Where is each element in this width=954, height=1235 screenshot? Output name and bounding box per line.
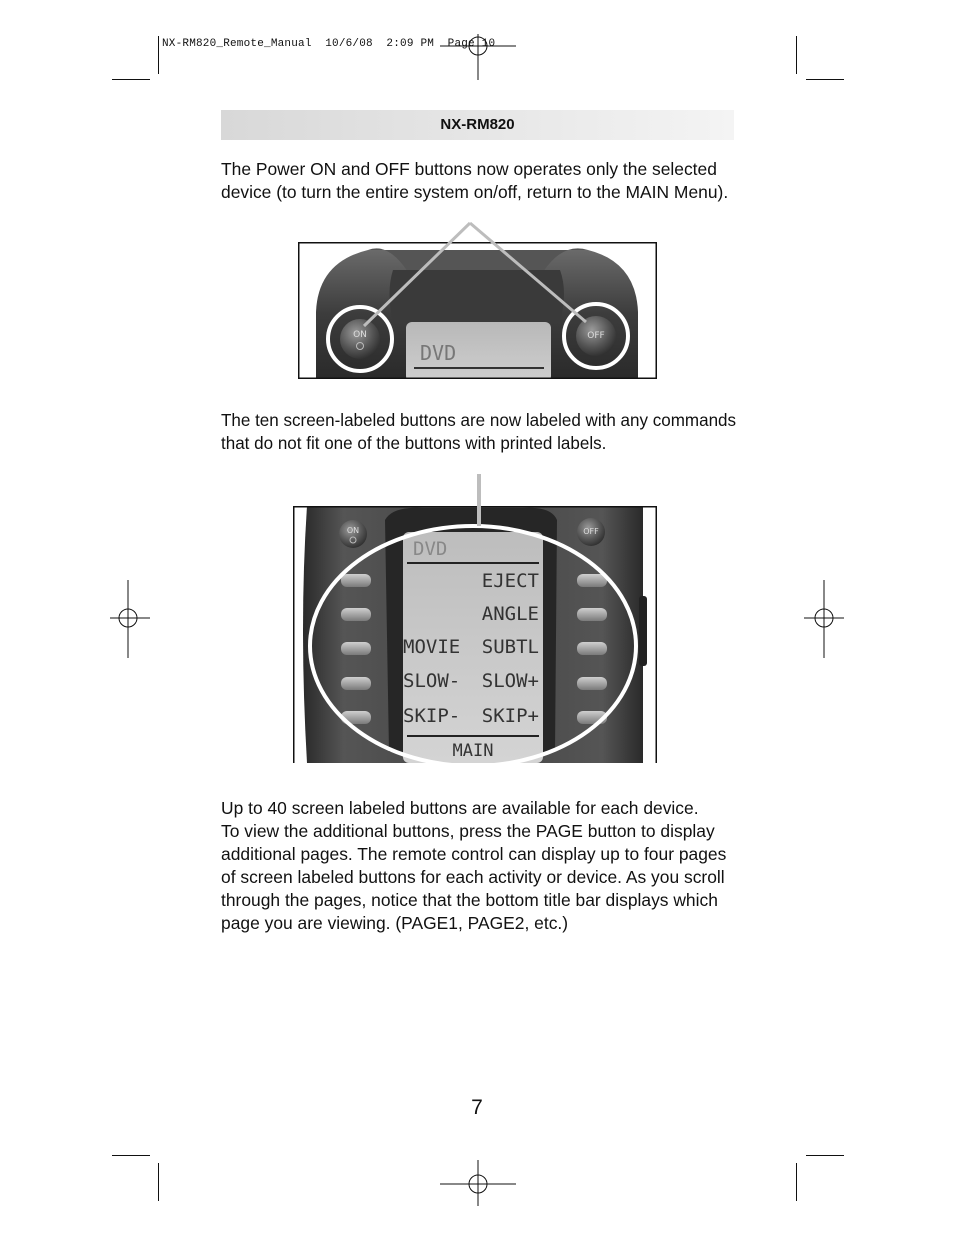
text-line: page you are viewing. (PAGE1, PAGE2, etc.) bbox=[221, 913, 569, 933]
paragraph-additional-pages bbox=[221, 797, 736, 935]
lcd-row-4-left: SLOW- bbox=[403, 670, 461, 692]
text-line: device (to turn the entire system on/off, return to the MAIN Menu). bbox=[221, 182, 729, 202]
callout-lines-power bbox=[340, 220, 620, 340]
lcd-bottom-label: MAIN bbox=[452, 741, 494, 761]
text-line: The Power ON and OFF buttons now operates only the selected bbox=[221, 159, 717, 179]
lcd-title-2: DVD bbox=[413, 538, 448, 560]
callout-line-screen bbox=[477, 474, 481, 526]
text-line: To view the additional buttons, press the PAGE button to display bbox=[221, 821, 715, 841]
text-line: through the pages, notice that the bottom title bar displays which bbox=[221, 890, 718, 910]
text-line: additional pages. The remote control can display up to four pages bbox=[221, 844, 727, 864]
off-label-1: OFF bbox=[587, 331, 605, 341]
section-header-bar bbox=[221, 110, 734, 140]
on-label-1: ON bbox=[353, 330, 367, 340]
lcd-row-4-right: SLOW+ bbox=[481, 670, 539, 692]
lcd-title-1: DVD bbox=[420, 341, 457, 365]
registration-mark-top bbox=[440, 34, 516, 80]
registration-mark-left bbox=[110, 580, 150, 658]
lcd-row-5-right: SKIP+ bbox=[481, 705, 539, 727]
text-line: The ten screen-labeled buttons are now labeled with any commands bbox=[221, 410, 737, 430]
lcd-row-3-left: MOVIE bbox=[403, 636, 461, 658]
registration-mark-right bbox=[804, 580, 844, 658]
text-line: Up to 40 screen labeled buttons are available for each device. bbox=[221, 798, 699, 818]
registration-mark-bottom bbox=[440, 1160, 516, 1206]
lcd-row-3-right: SUBTL bbox=[481, 636, 539, 658]
text-line: of screen labeled buttons for each activity or device. As you scroll bbox=[221, 867, 725, 887]
lcd-row-2-right: ANGLE bbox=[481, 603, 539, 625]
lcd-row-5-left: SKIP- bbox=[403, 705, 461, 727]
paragraph-screen-labeled bbox=[221, 409, 737, 455]
on-label-2: ON bbox=[346, 526, 360, 535]
figure-screen-buttons bbox=[293, 506, 657, 763]
page-number: 7 bbox=[471, 1096, 483, 1119]
lcd-row-1-right: EJECT bbox=[481, 570, 539, 592]
text-line: that do not fit one of the buttons with printed labels. bbox=[221, 433, 607, 453]
section-header-title: NX-RM820 bbox=[440, 116, 515, 133]
off-label-2: OFF bbox=[583, 527, 599, 536]
remote-lcd-illustration bbox=[293, 506, 657, 763]
paragraph-power-buttons bbox=[221, 158, 736, 204]
print-slug: NX-RM820_Remote_Manual 10/6/08 2:09 PM Page 10 bbox=[162, 38, 496, 50]
